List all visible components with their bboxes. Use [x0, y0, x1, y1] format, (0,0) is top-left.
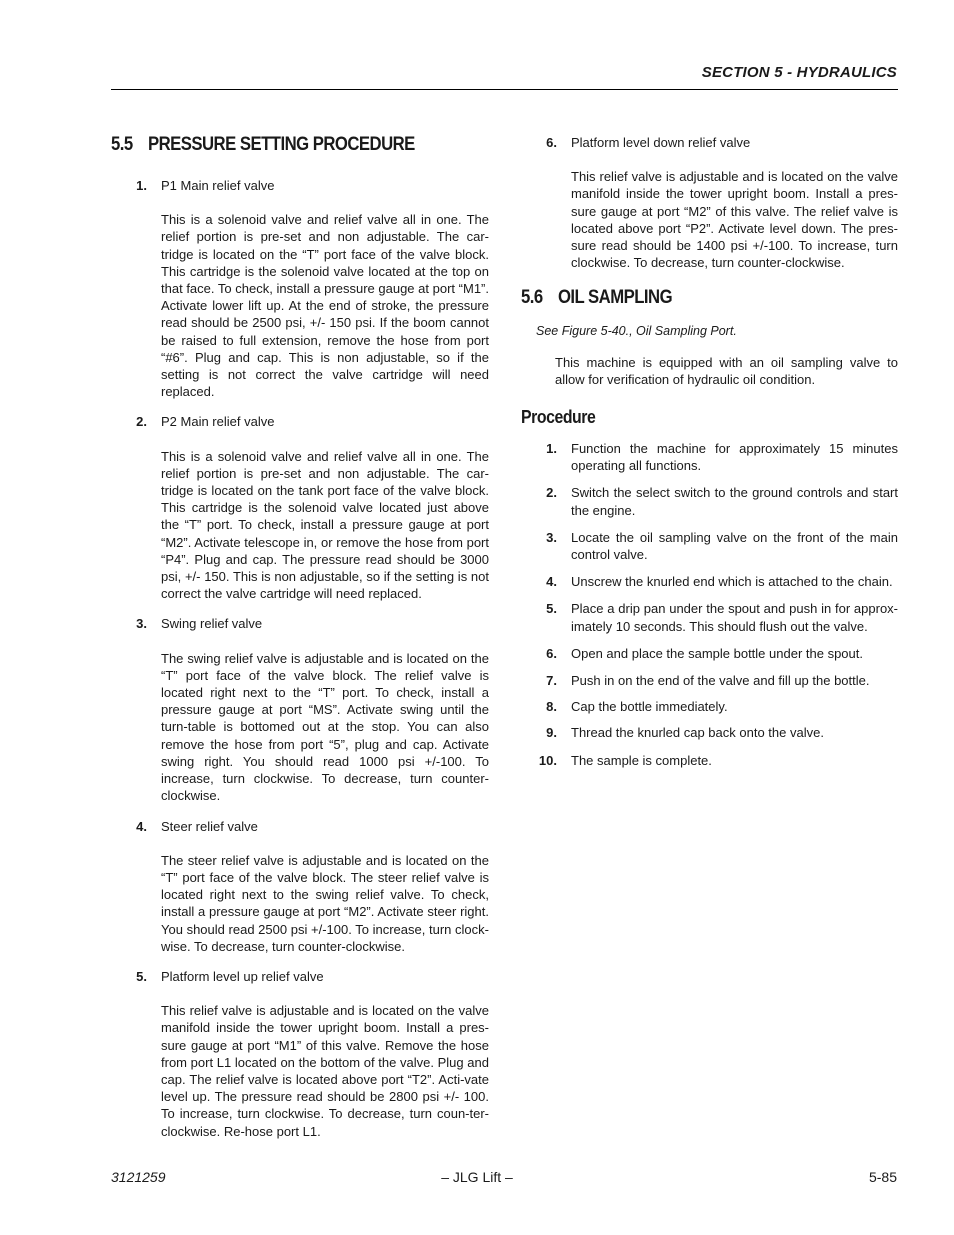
section-5-6-heading — [521, 287, 853, 309]
step-number: 8. — [546, 699, 557, 715]
section-title: OIL SAMPLING — [557, 287, 673, 309]
item-paragraph: The swing relief valve is adjustable and is located on the “T” port face of the valve block. The relief valve is located right next to the “T” port. To check, install a pressure gauge at port “MS”. Activate swing until the turn-table is bottomed out at the stop. You can also remove the hose from port “5”, plug and cap. Activate swing right. You should read 1000 psi +/-100. To increase, turn clockwise. To decrease, turn counter-clockwise. — [161, 650, 489, 804]
list-item — [111, 413, 489, 602]
intro-paragraph: This machine is equipped with an oil sampling valve to allow for verification of hydraulic oil condition. — [555, 354, 898, 387]
step-number: 5. — [546, 601, 557, 617]
step-text: Place a drip pan under the spout and push in for approx-imately 10 seconds. This should flush out the valve. — [571, 601, 898, 634]
step-number: 7. — [546, 673, 557, 689]
list-item — [521, 134, 898, 271]
item-paragraph: The steer relief valve is adjustable and is located on the “T” port face of the valve block. The steer relief valve is located right next to the swing relief valve. To check, install a pressure gauge at port “M2”. Activate steer right. You should read 2500 psi +/-100. To increase, turn clock-wise. To decrease, turn counter-clockwise. — [161, 852, 489, 954]
right-column — [521, 134, 898, 769]
section-number: 5.6 — [521, 287, 543, 309]
step-number: 1. — [546, 441, 557, 457]
list-item — [111, 615, 489, 804]
item-paragraph: This is a solenoid valve and relief valve all in one. The relief portion is pre-set and non adjustable. The car-tridge is located on the “T” port face of the valve block. This cartridge is the solenoid valve located at the top on that face. To check, install a pressure gauge at port “M1”. Activate lower lift up. At the end of stroke, the pressure read should be 2500 psi, +/- 150 psi. If the boom cannot be raised to full extension, remove the hose from port “#6”. Plug and cap. This is non adjustable, so if the setting is not correct the valve cartridge will need replaced. — [161, 212, 489, 400]
item-paragraph: This is a solenoid valve and relief valve all in one. The relief portion is pre-set and non adjustable. The car-tridge is located on the tank port face of the valve block. This cartridge is the solenoid valve located just above the “T” port. To check, install a pressure gauge at port “M2”. Activate telescope in, or remove the hose from port “P4”. Plug and cap. The pressure read should be 3000 psi, +/- 150. This is non adjustable, so if the setting is not correct the valve cartridge will need replaced. — [161, 448, 489, 602]
list-item — [111, 177, 489, 400]
list-item — [111, 818, 489, 955]
procedure-heading: Procedure — [521, 407, 596, 428]
item-paragraph: This relief valve is adjustable and is located on the valve manifold inside the tower upright boom. Install a pres-sure gauge at port “M2” of this valve. The relief valve is located above port “P2”. Activate level down. The pres-sure read should be 1400 psi +/-100. To increase, turn clockwise. To decrease, turn counter-clockwise. — [571, 169, 898, 271]
procedure-step — [521, 752, 898, 769]
step-text: Push in on the end of the valve and fill up the bottle. — [571, 673, 870, 689]
left-column — [111, 134, 489, 1140]
step-number: 2. — [546, 485, 557, 501]
step-text: Open and place the sample bottle under the spout. — [571, 645, 863, 661]
procedure-step — [521, 645, 898, 662]
footer-doc-number: 3121259 — [111, 1169, 166, 1185]
item-title: Steer relief valve — [161, 818, 258, 834]
item-number: 4. — [136, 818, 147, 834]
step-number: 4. — [546, 574, 557, 590]
step-number: 3. — [546, 529, 557, 545]
footer-page-number: 5-85 — [868, 1169, 897, 1185]
section-number: 5.5 — [111, 134, 133, 155]
figure-reference: See Figure 5-40., Oil Sampling Port. — [536, 324, 737, 339]
step-text: Thread the knurled cap back onto the valve. — [571, 725, 824, 741]
item-title: P2 Main relief valve — [161, 414, 275, 430]
step-number: 10. — [538, 752, 557, 768]
procedure-step — [521, 600, 898, 634]
step-text: Function the machine for approximately 15 minutes operating all functions. — [571, 441, 898, 474]
item-number: 3. — [136, 616, 147, 632]
section-header-title: SECTION 5 - HYDRAULICS — [701, 64, 897, 81]
procedure-step — [521, 724, 898, 741]
item-title: Platform level down relief valve — [571, 135, 751, 150]
section-title: PRESSURE SETTING PROCEDURE — [147, 134, 415, 155]
header-rule — [111, 89, 898, 90]
footer-publisher: – JLG Lift – — [441, 1169, 513, 1185]
step-number: 9. — [546, 725, 557, 741]
procedure-step — [521, 672, 898, 689]
item-title: Swing relief valve — [161, 616, 263, 632]
step-text: Switch the select switch to the ground controls and start the engine. — [571, 485, 898, 518]
list-item — [111, 968, 489, 1140]
procedure-step — [521, 698, 898, 715]
item-title: P1 Main relief valve — [161, 178, 275, 193]
procedure-step — [521, 484, 898, 518]
item-number: 6. — [546, 135, 557, 150]
step-number: 6. — [546, 645, 557, 661]
step-text: The sample is complete. — [571, 752, 712, 768]
section-5-5-heading — [111, 134, 444, 156]
step-text: Cap the bottle immediately. — [571, 699, 728, 715]
step-text: Unscrew the knurled end which is attached to the chain. — [571, 574, 893, 590]
item-number: 1. — [136, 178, 147, 193]
item-number: 2. — [136, 414, 147, 430]
procedure-step — [521, 529, 898, 563]
item-title: Platform level up relief valve — [161, 968, 324, 984]
procedure-step — [521, 440, 898, 474]
procedure-step — [521, 573, 898, 590]
item-paragraph: This relief valve is adjustable and is located on the valve manifold inside the tower upright boom. Install a pres-sure gauge at port “M1” of this valve. Remove the hose from port L1 located on the bottom of the valve. Plug and cap. The relief valve is located above port “T2”. Acti-vate level up. The pressure read should be 2800 psi +/- 100. To increase, turn clockwise. To decrease, turn coun-ter-clockwise. Re-hose port L1. — [161, 1003, 489, 1139]
step-text: Locate the oil sampling valve on the front of the main control valve. — [571, 529, 898, 563]
item-number: 5. — [136, 968, 147, 984]
